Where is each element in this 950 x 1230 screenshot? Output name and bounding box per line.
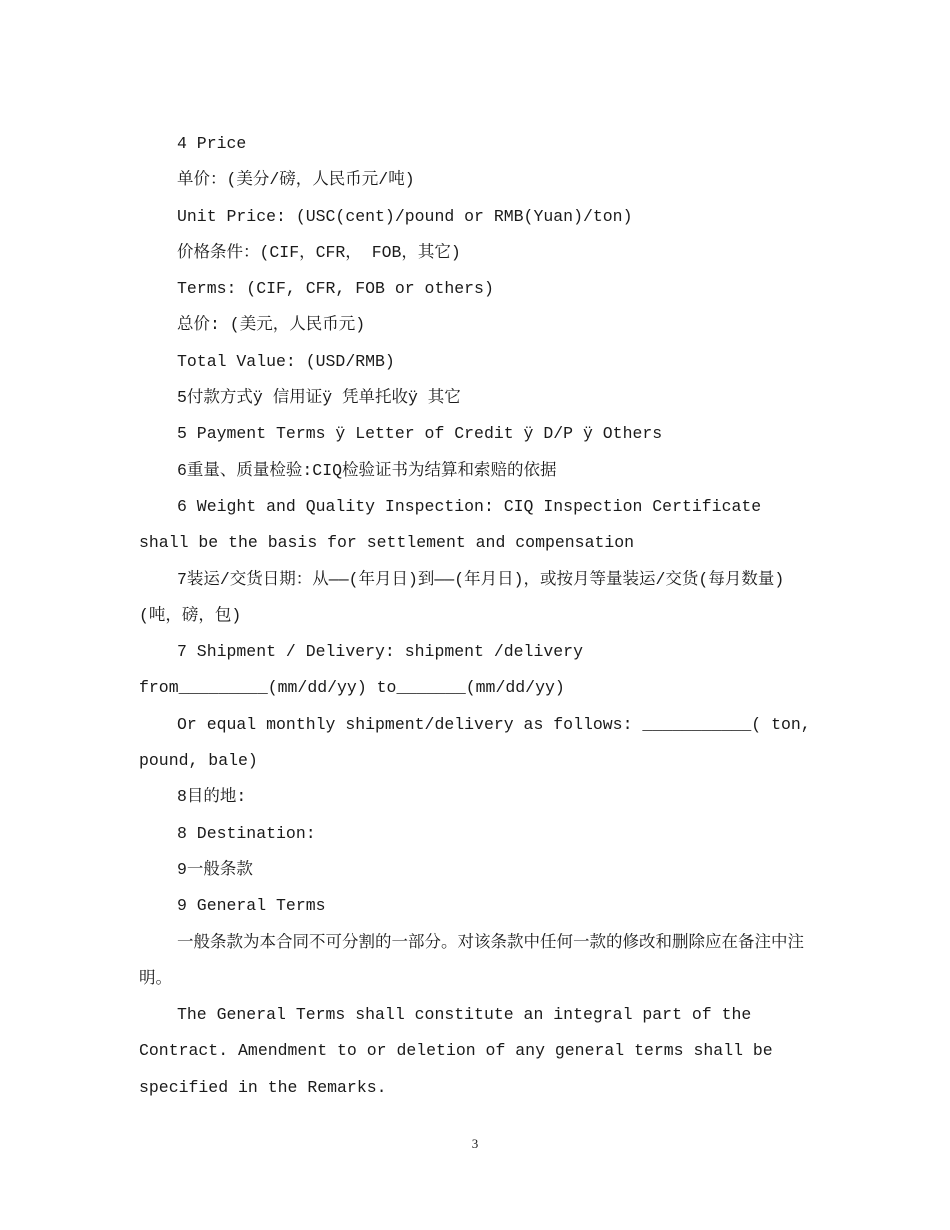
paragraph-general-terms-en: 9 General Terms <box>177 896 326 916</box>
paragraph-terms-en: Terms: (CIF, CFR, FOB or others) <box>177 279 494 299</box>
paragraph-total-value-cn: 总价: (美元，人民币元) <box>177 315 366 335</box>
paragraph-inspection-en: 6 Weight and Quality Inspection: CIQ Inspection Certificate shall be the basis for settlement and compensation <box>139 496 772 553</box>
page-number: 3 <box>471 1136 479 1151</box>
paragraph-inspection-cn: 6重量、质量检验:CIQ检验证书为结算和索赔的依据 <box>177 460 557 480</box>
paragraph-price-heading: 4 Price <box>177 134 247 153</box>
paragraph-terms-cn: 价格条件：(CIF，CFR， FOB，其它) <box>177 242 461 262</box>
paragraph-general-terms-body-cn: 一般条款为本合同不可分割的一部分。对该条款中任何一款的修改和删除应在备注中注明。 <box>139 932 804 988</box>
paragraph-general-terms-cn: 9一般条款 <box>177 859 253 879</box>
paragraph-payment-cn: 5付款方式ÿ 信用证ÿ 凭单托收ÿ 其它 <box>177 388 461 408</box>
paragraph-shipment-en: 7 Shipment / Delivery: shipment /delivery from_________(mm/dd/yy) to_______(mm/dd/yy) <box>139 642 593 698</box>
paragraph-general-terms-body-en: The General Terms shall constitute an integral part of the Contract. Amendment to or deletion of any general terms shall be specified in the Remarks. <box>139 1005 783 1097</box>
paragraph-payment-en: 5 Payment Terms ÿ Letter of Credit ÿ D/P ÿ Others <box>177 424 663 444</box>
paragraph-unit-price-en: Unit Price: (USC(cent)/pound or RMB(Yuan)/ton) <box>177 206 633 226</box>
paragraph-destination-en: 8 Destination: <box>177 823 316 843</box>
document-body <box>139 126 819 1106</box>
paragraph-shipment-cn: 7装运/交货日期：从——(年月日)到——(年月日)，或按月等量装运/交货(每月数量) (吨，磅，包) <box>139 569 795 625</box>
paragraph-monthly-shipment-en: Or equal monthly shipment/delivery as follows: ___________( ton, pound, bale) <box>139 714 821 771</box>
paragraph-unit-price-cn: 单价：(美分/磅，人民币元/吨) <box>177 170 415 190</box>
paragraph-destination-cn: 8目的地: <box>177 787 247 807</box>
paragraph-total-value-en: Total Value: (USD/RMB) <box>177 351 395 371</box>
